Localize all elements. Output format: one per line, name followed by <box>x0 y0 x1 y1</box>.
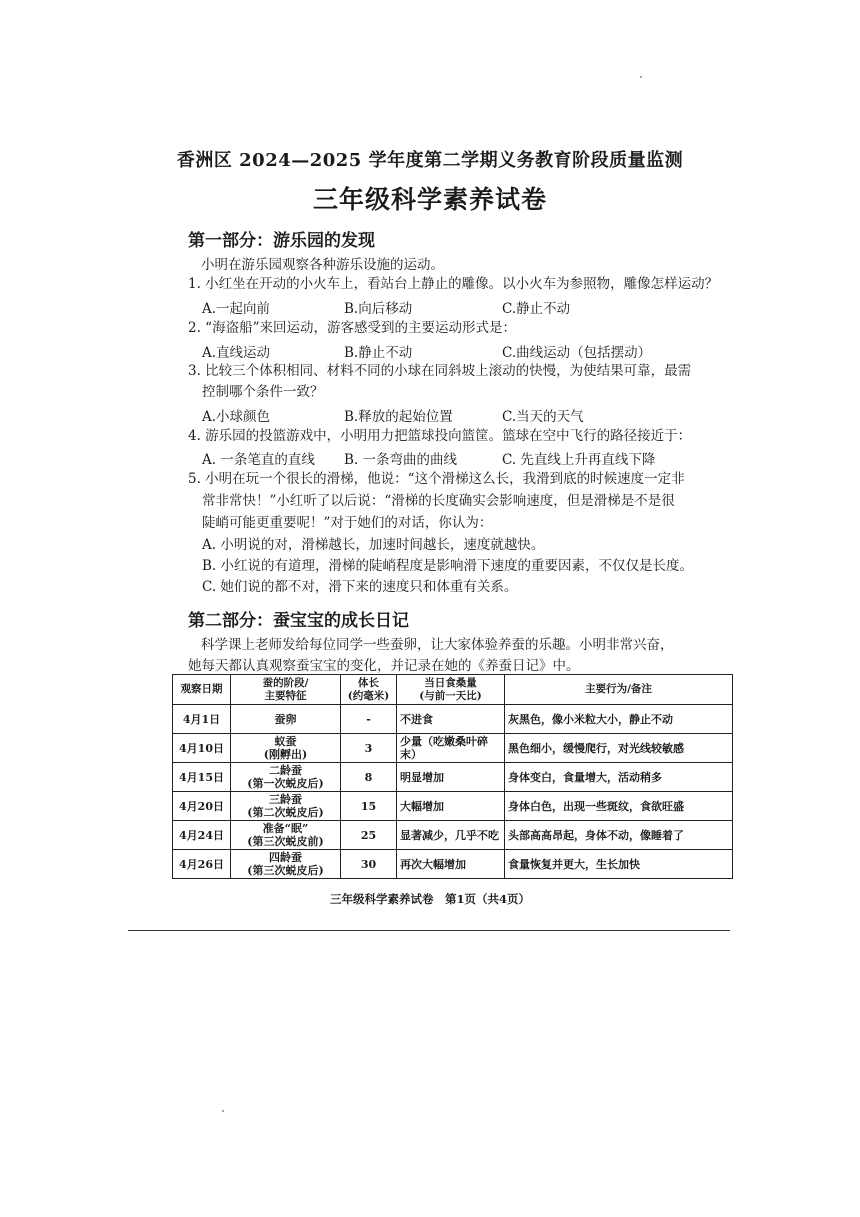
header-note: 主要行为/备注 <box>505 675 733 705</box>
q1-option-a: A.一起向前 <box>202 301 271 317</box>
cell-stage: 准备“眠” (第三次蜕皮前) <box>231 821 341 850</box>
question-3-line-1: 3. 比较三个体积相同、材料不同的小球在同斜坡上滚动的快慢，为使结果可靠，最需 <box>188 363 692 379</box>
q4-option-a: A. 一条笔直的直线 <box>202 452 315 468</box>
q3-option-c: C.当天的天气 <box>502 409 584 425</box>
cell-note: 身体变白，食量增大，活动稍多 <box>505 763 733 792</box>
cell-length: 3 <box>341 734 397 763</box>
cell-date: 4月1日 <box>173 705 231 734</box>
cell-stage: 蚕卵 <box>231 705 341 734</box>
scan-speck <box>222 1110 224 1112</box>
q1-option-b: B.向后移动 <box>344 301 413 317</box>
header-length: 体长 (约毫米) <box>341 675 397 705</box>
q5-option-b: B. 小红说的有道理，滑梯的陡峭程度是影响滑下速度的重要因素，不仅仅是长度。 <box>202 558 694 574</box>
table-header-row <box>173 675 733 705</box>
cell-date: 4月20日 <box>173 792 231 821</box>
header-food: 当日食桑量 (与前一天比) <box>397 675 505 705</box>
cell-length: - <box>341 705 397 734</box>
cell-note: 身体白色，出现一些斑纹，食欲旺盛 <box>505 792 733 821</box>
cell-stage: 三龄蚕 (第二次蜕皮后) <box>231 792 341 821</box>
part2-heading: 第二部分：蚕宝宝的成长日记 <box>188 611 409 631</box>
cell-stage: 蚁蚕 (刚孵出) <box>231 734 341 763</box>
part1-intro: 小明在游乐园观察各种游乐设施的运动。 <box>201 257 444 273</box>
question-1-line-1: 1. 小红坐在开动的小火车上，看站台上静止的雕像。以小火车为参照物，雕像怎样运动？ <box>188 276 719 292</box>
q2-option-b: B.静止不动 <box>344 345 413 361</box>
scan-speck <box>640 76 642 78</box>
cell-date: 4月10日 <box>173 734 231 763</box>
page-divider <box>128 930 730 931</box>
exam-subtitle: 三年级科学素养试卷 <box>312 185 547 214</box>
exam-title: 香洲区 2024—2025 学年度第二学期义务教育阶段质量监测 <box>176 150 684 171</box>
part1-heading: 第一部分：游乐园的发现 <box>188 231 375 251</box>
cell-stage: 二龄蚕 (第一次蜕皮后) <box>231 763 341 792</box>
question-5-line-3: 陡峭可能更重要呢！”对于她们的对话，你认为： <box>202 515 493 531</box>
cell-date: 4月26日 <box>173 850 231 879</box>
cell-note: 食量恢复并更大，生长加快 <box>505 850 733 879</box>
cell-length: 8 <box>341 763 397 792</box>
page-footer: 三年级科学素养试卷 第1页（共4页） <box>329 892 530 906</box>
question-4-line-1: 4. 游乐园的投篮游戏中，小明用力把篮球投向篮筐。篮球在空中飞行的路径接近于： <box>188 428 692 444</box>
cell-length: 30 <box>341 850 397 879</box>
q5-option-c: C. 她们说的都不对，滑下来的速度只和体重有关系。 <box>202 579 518 595</box>
cell-note: 黑色细小，缓慢爬行，对光线较敏感 <box>505 734 733 763</box>
cell-date: 4月15日 <box>173 763 231 792</box>
table-row <box>173 763 733 792</box>
question-3-line-2: 控制哪个条件一致？ <box>202 384 324 400</box>
cell-food: 明显增加 <box>397 763 505 792</box>
cell-food: 再次大幅增加 <box>397 850 505 879</box>
cell-note: 灰黑色，像小米粒大小，静止不动 <box>505 705 733 734</box>
cell-date: 4月24日 <box>173 821 231 850</box>
table-row <box>173 850 733 879</box>
q3-option-a: A.小球颜色 <box>202 409 271 425</box>
q2-option-c: C.曲线运动（包括摆动） <box>502 345 652 361</box>
q5-option-a: A. 小明说的对，滑梯越长，加速时间越长，速度就越快。 <box>202 537 545 553</box>
silkworm-diary-table <box>172 674 733 879</box>
header-stage: 蚕的阶段/ 主要特征 <box>231 675 341 705</box>
table-row <box>173 734 733 763</box>
q4-option-b: B. 一条弯曲的曲线 <box>344 452 458 468</box>
q1-option-c: C.静止不动 <box>502 301 571 317</box>
cell-food: 不进食 <box>397 705 505 734</box>
header-date: 观察日期 <box>173 675 231 705</box>
part2-intro-line-2: 她每天都认真观察蚕宝宝的变化，并记录在她的《养蚕日记》中。 <box>188 658 580 674</box>
q2-option-a: A.直线运动 <box>202 345 271 361</box>
cell-food: 大幅增加 <box>397 792 505 821</box>
cell-note: 头部高高昂起，身体不动，像睡着了 <box>505 821 733 850</box>
question-5-line-2: 常非常快！”小红听了以后说：“滑梯的长度确实会影响速度，但是滑梯是不是很 <box>202 493 675 509</box>
cell-food: 显著减少，几乎不吃 <box>397 821 505 850</box>
part2-intro-line-1: 科学课上老师发给每位同学一些蚕卵，让大家体验养蚕的乐趣。小明非常兴奋， <box>201 637 674 653</box>
question-5-line-1: 5. 小明在玩一个很长的滑梯，他说：“这个滑梯这么长，我滑到底的时候速度一定非 <box>188 471 685 487</box>
q4-option-c: C. 先直线上升再直线下降 <box>502 452 656 468</box>
q3-option-b: B.释放的起始位置 <box>344 409 453 425</box>
cell-length: 25 <box>341 821 397 850</box>
table-row <box>173 705 733 734</box>
cell-stage: 四龄蚕 (第三次蜕皮后) <box>231 850 341 879</box>
table-row <box>173 792 733 821</box>
cell-length: 15 <box>341 792 397 821</box>
table-row <box>173 821 733 850</box>
cell-food: 少量（吃嫩桑叶碎末） <box>397 734 505 763</box>
question-2-line-1: 2. “海盗船”来回运动，游客感受到的主要运动形式是： <box>188 320 516 336</box>
